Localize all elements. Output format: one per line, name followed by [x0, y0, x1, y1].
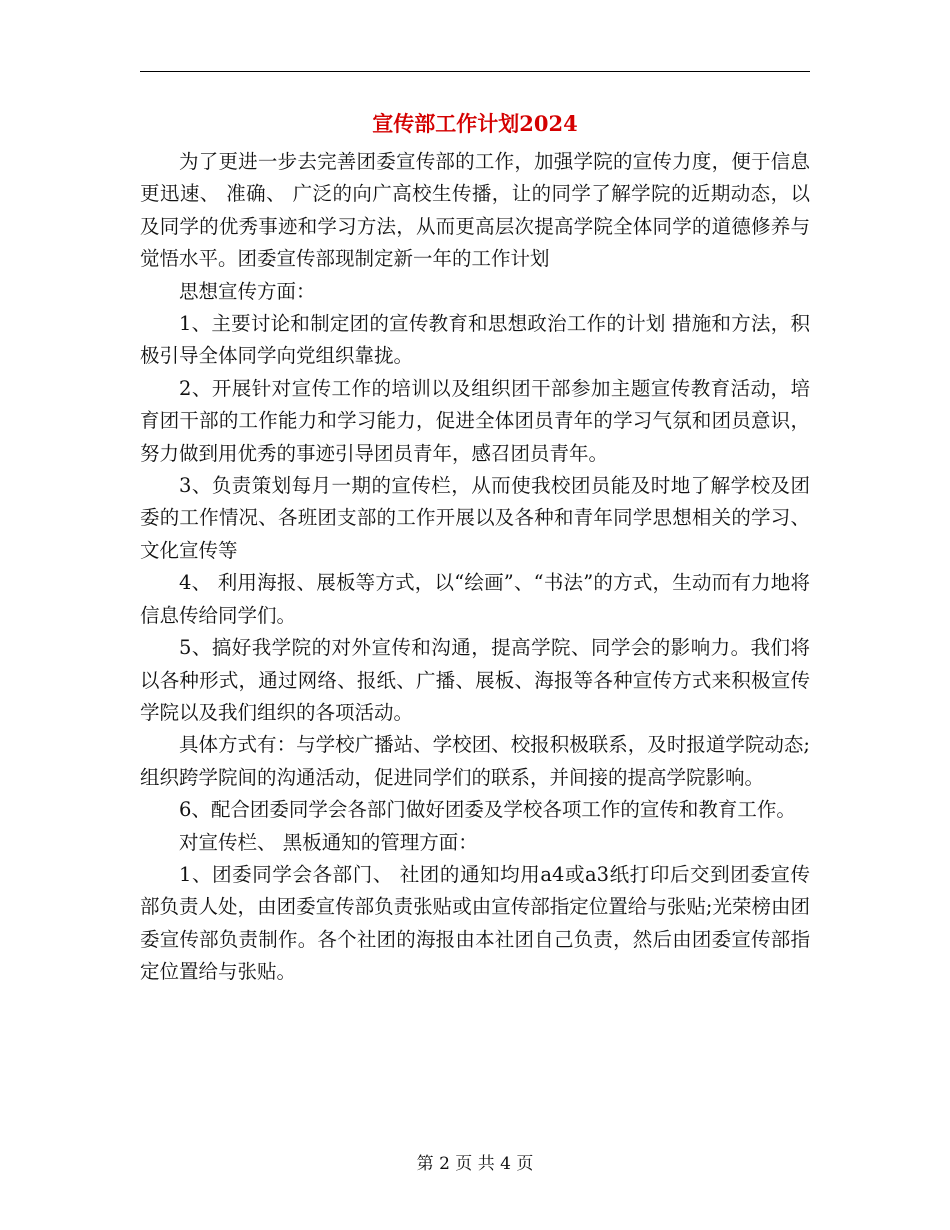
document-body	[140, 146, 810, 989]
document-title: 宣传部工作计划2024	[372, 111, 578, 136]
body-paragraph: 具体方式有：与学校广播站、学校团、校报积极联系，及时报道学院动态;组织跨学院间的沟通活动，促进同学们的联系，并间接的提高学院影响。	[140, 733, 810, 789]
list-item: 1、主要讨论和制定团的宣传教育和思想政治工作的计划 措施和方法，积极引导全体同学向党组织靠拢。	[140, 312, 810, 368]
section-heading-bulletin: 对宣传栏、 黑板通知的管理方面：	[179, 830, 478, 854]
list-item: 3、负责策划每月一期的宣传栏，从而使我校团员能及时地了解学校及团委的工作情况、各班团支部的工作开展以及各种和青年同学思想相关的学习、文化宣传等	[140, 474, 810, 562]
list-item: 2、开展针对宣传工作的培训以及组织团干部参加主题宣传教育活动，培育团干部的工作能力和学习能力，促进全体团员青年的学习气氛和团员意识，努力做到用优秀的事迹引导团员青年，感召团员青年。	[140, 376, 810, 465]
page-number: 第 2 页 共 4 页	[416, 1154, 534, 1174]
intro-paragraph: 为了更进一步去完善团委宣传部的工作，加强学院的宣传力度，便于信息更迅速、 准确、 广泛的向广高校生传播，让的同学了解学院的近期动态，以及同学的优秀事迹和学习方法，从而更高层次提高学院全体同学的道德修养与觉悟水平。团委宣传部现制定新一年的工作计划	[140, 150, 810, 271]
header-rule	[140, 71, 810, 72]
section-heading-ideology: 思想宣传方面：	[179, 279, 316, 303]
list-item: 6、配合团委同学会各部门做好团委及学校各项工作的宣传和教育工作。	[179, 798, 796, 822]
list-item: 4、 利用海报、展板等方式，以“绘画”、“书法”的方式，生动而有力地将信息传给同学们。	[140, 571, 810, 627]
list-item: 5、搞好我学院的对外宣传和沟通，提高学院、同学会的影响力。我们将以各种形式，通过网络、报纸、广播、展板、海报等各种宣传方式来积极宣传学院以及我们组织的各项活动。	[140, 636, 810, 724]
list-item: 1、团委同学会各部门、 社团的通知均用a4或a3纸打印后交到团委宣传部负责人处，由团委宣传部负责张贴或由宣传部指定位置给与张贴;光荣榜由团委宣传部负责制作。各个社团的海报由本社团自己负责，然后由团委宣传部指定位置给与张贴。	[140, 862, 810, 984]
